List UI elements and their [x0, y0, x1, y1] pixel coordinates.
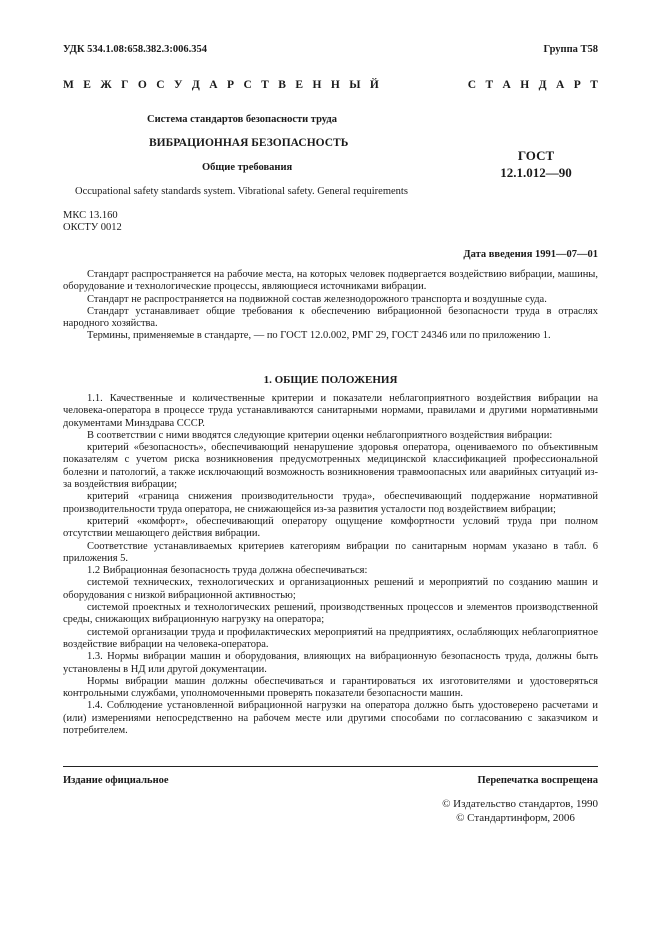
main-title: ВИБРАЦИОННАЯ БЕЗОПАСНОСТЬ: [149, 137, 349, 149]
banner-letter: Р: [226, 79, 235, 91]
paragraph: Термины, применяемые в стандарте, — по ГОСТ 12.0.002, РМГ 29, ГОСТ 24346 или по приложению 1.: [87, 330, 551, 342]
banner-letter: Ы: [349, 79, 361, 91]
gost-label: ГОСТ: [517, 148, 555, 163]
paragraph: 1.1. Качественные и количественные критерии и показатели неблагоприятного воздействия вибрации на человека-оператора в процессе труда устанавливаются санитарными нормами, правилами и другими нормативными документами Минздрава СССР.: [63, 393, 598, 429]
banner-letter: Т: [261, 79, 269, 91]
banner-letter: С: [156, 79, 165, 91]
banner-letter: Т: [485, 79, 494, 91]
copyright-block: [442, 797, 598, 825]
banner-letter: С: [467, 79, 477, 91]
subtitle: Общие требования: [202, 162, 293, 173]
paragraph: Стандарт распространяется на рабочие места, на которых человек подвергается воздействию вибрации, машины, оборудование и технологические процессы, являющиеся источниками вибрации.: [63, 269, 598, 293]
intro-date: Дата введения 1991—07—01: [463, 249, 598, 260]
paragraph: критерий «граница снижения производительности труда», обеспечивающий поддержание нормативной производительности труда оператора, не снижающейся из-за развития усталости под воздействием вибрации;: [63, 491, 598, 515]
paragraph: Нормы вибрации машин должны обеспечиваться и гарантироваться их изготовителями и удостоверяться контрольными службами, уполномоченными проверять показатели безопасности машин.: [63, 675, 598, 700]
standard-banner: [63, 79, 598, 91]
english-title: Occupational safety standards system. Vibrational safety. General requirements: [75, 186, 408, 197]
gost-code: 12.1.012—90: [500, 165, 572, 180]
banner-letter: Н: [520, 79, 530, 91]
footer-divider: [63, 766, 598, 767]
paragraph: Стандарт устанавливает общие требования к обеспечению вибрационной безопасности труда в отраслях народного хозяйства.: [63, 305, 598, 330]
paragraph: критерий «комфорт», обеспечивающий оператору ощущение комфортности условий труда при полном отсутствии мешающего действия вибрации.: [63, 515, 598, 540]
banner-letter: Н: [330, 79, 340, 91]
paragraph: системой технических, технологических и организационных решений и мероприятий по созданию машин и оборудования с низкой вибрационной активностью;: [63, 577, 598, 601]
banner-letter: У: [174, 79, 183, 91]
banner-letter: Р: [573, 79, 581, 91]
reprint-notice: Перепечатка воспрещена: [477, 775, 598, 786]
paragraph: В соответствии с ними вводятся следующие критерии оценки неблагоприятного воздействия вибрации:: [87, 429, 553, 441]
banner-letter: А: [556, 79, 565, 91]
paragraph: 1.3. Нормы вибрации машин и оборудования, влияющих на вибрационную безопасность труда, должны быть установлены в НД или другой документации.: [63, 651, 598, 675]
banner-letter: Н: [312, 79, 322, 91]
okstu-code: ОКСТУ 0012: [63, 222, 122, 233]
banner-letter: Ж: [100, 79, 112, 91]
copyright-line: © Стандартинформ, 2006: [456, 812, 575, 824]
banner-letter: Е: [295, 79, 304, 91]
gost-number: [486, 147, 586, 181]
official-edition: Издание официальное: [63, 775, 169, 786]
banner-letter: Й: [369, 79, 379, 91]
banner-letter: А: [209, 79, 218, 91]
udk-code: УДК 534.1.08:658.382.3:006.354: [63, 44, 207, 55]
paragraph: Соответствие устанавливаемых критериев категориям вибрации по санитарным нормам указано в табл. 6 приложения 5.: [63, 540, 598, 564]
section1-text: [63, 393, 598, 737]
banner-letter: Д: [538, 79, 547, 91]
paragraph: 1.2 Вибрационная безопасность труда должна обеспечиваться:: [87, 565, 368, 577]
paragraph: системой проектных и технологических решений, производственных процессов и элементов производственной среды, снижающих вибрационную нагрузку на оператора;: [63, 602, 598, 626]
mks-code: МКС 13.160: [63, 210, 118, 221]
banner-letter: Т: [590, 79, 598, 91]
banner-letter: Е: [83, 79, 91, 91]
copyright-line: © Издательство стандартов, 1990: [442, 798, 598, 810]
banner-letter: С: [243, 79, 252, 91]
group-code: Группа Т58: [543, 44, 598, 55]
paragraph: Стандарт не распространяется на подвижной состав железнодорожного транспорта и воздушные суда.: [87, 293, 547, 305]
paragraph: системой организации труда и профилактических мероприятий на предприятиях, ослабляющих неблагоприятное воздействие вибрации на человека-оператора.: [63, 626, 598, 650]
banner-letter: М: [63, 79, 74, 91]
banner-letter: Г: [121, 79, 129, 91]
banner-letter: В: [278, 79, 286, 91]
banner-letter: О: [137, 79, 147, 91]
banner-letter: Д: [191, 79, 200, 91]
section-heading: 1. ОБЩИЕ ПОЛОЖЕНИЯ: [263, 374, 398, 386]
paragraph: критерий «безопасность», обеспечивающий ненарушение здоровья оператора, оцениваемого по объективным показателям с учетом риска возникновения предусмотренных медицинской классификацией профессиональной болезни и патологий, а также исключающий возможность возникновения травмоопасных или аварийных ситуаций из-за воздействия вибрации;: [63, 442, 598, 491]
intro-text: [63, 269, 598, 343]
classification-codes: [63, 210, 122, 234]
paragraph: 1.4. Соблюдение установленной вибрационной нагрузки на оператора должно быть удостоверено расчетами и (или) измерениями непосредственно на рабочем месте или другими способами по согласованию с заказчиком и потребителем.: [63, 700, 598, 737]
banner-letter: А: [502, 79, 511, 91]
system-title: Система стандартов безопасности труда: [147, 114, 337, 125]
